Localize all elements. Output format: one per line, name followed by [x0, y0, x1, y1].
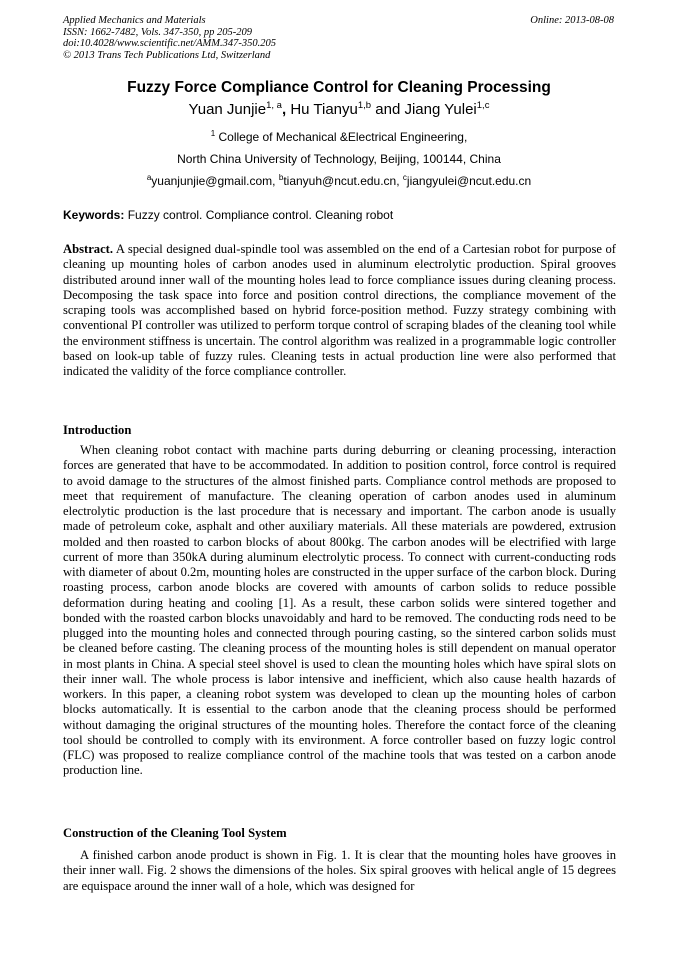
- email-superscript: c: [402, 173, 407, 182]
- email-superscript: a: [146, 173, 152, 182]
- author-superscript: 1,c: [476, 100, 490, 111]
- author-emails: [0, 174, 678, 188]
- affiliation-college: College of Mechanical &Electrical Engineering,: [218, 130, 468, 144]
- author-list: Yuan Junjie$^{1, a}$, Hu Tianyu$^{1,b}$ and Jiang Yulei$^{1,c}$: [188, 100, 490, 118]
- online-date: Online: 2013-08-08: [530, 15, 614, 26]
- author-superscript: 1, a: [266, 100, 282, 111]
- affiliation-line-2: North China University of Technology, Beijing, 100144, China: [177, 152, 501, 166]
- author-name: Yuan Junjie: [188, 101, 267, 118]
- keywords-text: Fuzzy control. Compliance control. Cleaning robot: [127, 208, 394, 222]
- affiliation-line-1: [0, 130, 678, 144]
- author-name: Jiang Yulei: [404, 101, 477, 118]
- email-link[interactable]: yuanjunjie@gmail.com,: [151, 174, 276, 188]
- email-link[interactable]: jiangyulei@ncut.edu.cn: [406, 174, 532, 188]
- abstract-paragraph: [63, 242, 616, 379]
- journal-header: [63, 15, 616, 61]
- doi-line: doi:10.4028/www.scientific.net/AMM.347-350.205: [63, 38, 276, 50]
- construction-paragraph: A finished carbon anode product is shown in Fig. 1. It is clear that the mounting holes have grooves in their inner wall. Fig. 2 shows the dimensions of the holes. Six spiral grooves with helical angle of 15 degrees are equispace around the inner wall of a hole, which was designed for: [63, 848, 616, 893]
- keywords-label: Keywords:: [63, 208, 125, 222]
- construction-heading: Construction of the Cleaning Tool System: [63, 826, 287, 840]
- affiliation-superscript: 1: [210, 129, 216, 138]
- email-superscript: b: [278, 173, 284, 182]
- introduction-heading: Introduction: [63, 423, 132, 437]
- paper-title: Fuzzy Force Compliance Control for Cleaning Processing: [127, 79, 551, 96]
- author-conjunction: and: [375, 101, 401, 118]
- email-link[interactable]: tianyuh@ncut.edu.cn,: [283, 174, 400, 188]
- abstract-text: A special designed dual-spindle tool was assembled on the end of a Cartesian robot for purpose of cleaning up mounting holes of carbon anodes used in aluminum electrolytic production. Spiral grooves distributed around inner wall of the mounting holes lead to force compliance issues during cleaning process. Decomposing the task space into force and position control directions, the compliance movement of the scraping tools was accomplished based on hybrid force-position method. Fuzzy strategy combining with conventional PI controller was utilized to perform torque control of scraping blades of the cleaning tool while the environment stiffness is uncertain. The control algorithm was realized in a programmable logic controller based on look-up table of fuzzy rules. Cleaning tests in actual production line were also performed that indicated the validity of the force compliance controller.: [63, 242, 616, 378]
- author-superscript: 1,b: [357, 100, 372, 111]
- introduction-paragraph: When cleaning robot contact with machine parts during deburring or cleaning processing, interaction forces are generated that have to be accommodated. In addition to position control, force control is required to avoid damage to the structures of the almost finished parts. Compliance control methods are proposed to meet that requirement of manufacture. The cleaning operation of carbon anodes used in aluminum electrolytic production is the last procedure that is necessary and important. The carbon anode is usually made of petroleum coke, asphalt and other auxiliary materials. All these materials are powdered, extrusion molded and then roasted to carbon blocks of about 800kg. The carbon anodes will be electrified with large current of more than 350kA during aluminum electrolytic process. To connect with current-conducting rods with diameter of about 0.2m, mounting holes are constructed in the upper surface of the carbon block. During roasting process, carbon anode blocks are covered with amounts of carbon solids to reduce possible deformation during heating and cooling [1]. As a result, these carbon solids were sintered together and bonded with the roasted carbon blocks unavoidably and hard to be removed. The conducting rods need to be plugged into the mounting holes and connected through pouring casting, so the sintered carbon solids must be cleaned before casting. The cleaning process of the mounting holes is still dependent on manual operator in most plants in China. A special steel shovel is used to clean the mounting holes which have spiral slots on their inner wall. The whole process is labor intensive and inefficient, which also cause health hazards of workers. In this paper, a cleaning robot system was developed to clean up the mounting holes of carbon blocks automatically. It is essential to the carbon anode that the cleaning process should be performed without damaging the original structures of the mounting holes. Therefore the contact force of the cleaning tool should be controlled to comply with its environment. A force controller based on fuzzy logic control (FLC) was proposed to realize compliance control of the machine tools that was tested on a carbon anode production line.: [63, 443, 616, 778]
- keywords-line: [63, 208, 616, 222]
- abstract-label: Abstract.: [63, 242, 114, 256]
- copyright-line: © 2013 Trans Tech Publications Ltd, Switzerland: [63, 49, 271, 61]
- issn-line: ISSN: 1662-7482, Vols. 347-350, pp 205-209: [63, 26, 252, 38]
- author-name: Hu Tianyu: [290, 101, 358, 118]
- journal-name: Applied Mechanics and Materials: [63, 15, 206, 26]
